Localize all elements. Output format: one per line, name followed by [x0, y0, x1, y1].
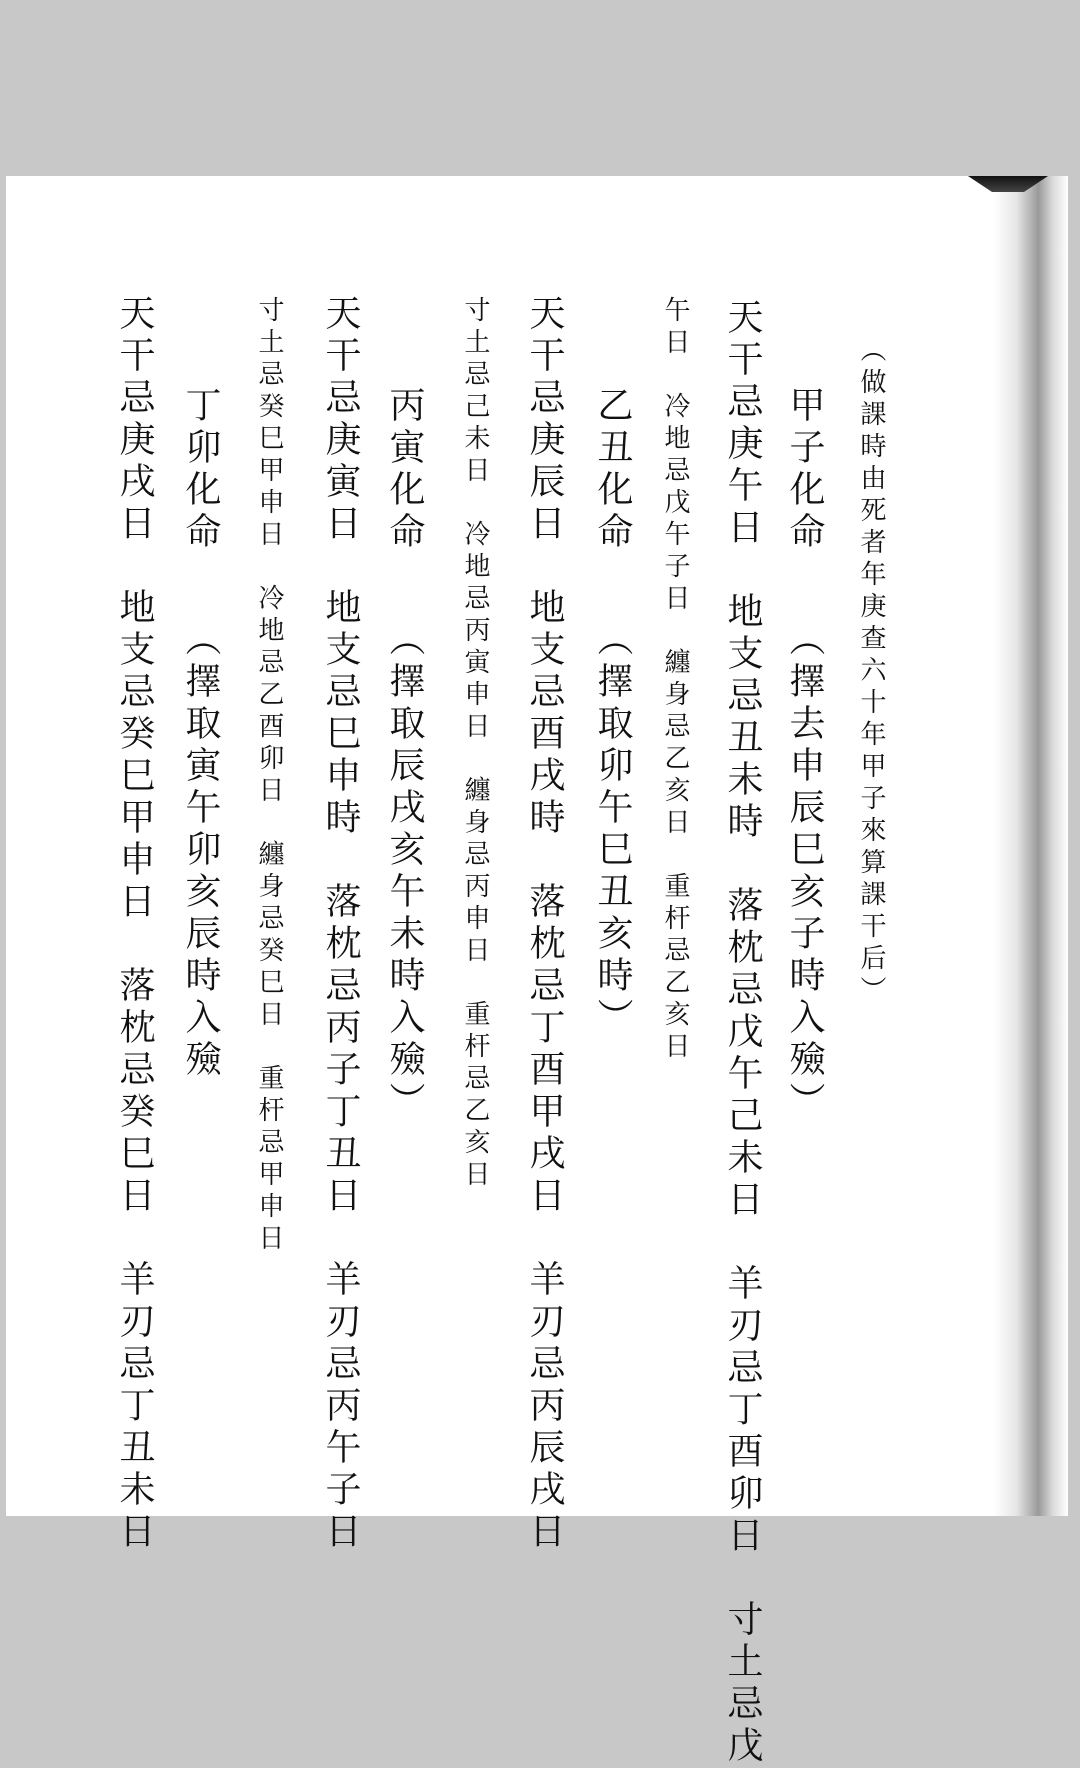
intro-note-column: （做課時由死者年庚查六十年甲子來算課干后）	[856, 336, 886, 1008]
jiazi-heading-column: 甲子化命 （擇去申辰巳亥子時入殮）	[784, 386, 825, 1124]
dingmao-heading-column: 丁卯化命 （擇取寅午卯亥辰時入殮	[180, 386, 221, 1082]
yichou-rule-column-2: 寸土忌己未日 冷地忌丙寅申日 纏身忌丙申日 重杆忌乙亥日	[460, 296, 490, 1192]
book-spine-shadow	[994, 176, 1068, 1516]
jiazi-rule-column-1: 天干忌庚午日 地支忌丑未時 落枕忌戊午己未日 羊刃忌丁酉卯日 寸土忌戊	[722, 298, 763, 1768]
bingyin-rule-column-1: 天干忌庚寅日 地支忌巳申時 落枕忌丙子丁丑日 羊刃忌丙午子日	[320, 294, 361, 1554]
yichou-rule-column-1: 天干忌庚辰日 地支忌酉戌時 落枕忌丁酉甲戌日 羊刃忌丙辰戌日	[524, 294, 565, 1554]
dingmao-rule-column-1: 天干忌庚戌日 地支忌癸巳甲申日 落枕忌癸巳日 羊刃忌丁丑未日	[114, 294, 155, 1554]
bingyin-heading-column: 丙寅化命 （擇取辰戌亥午未時入殮）	[384, 386, 425, 1124]
jiazi-rule-column-2: 午日 冷地忌戊午子日 纏身忌乙亥日 重杆忌乙亥日	[660, 296, 690, 1064]
yichou-heading-column: 乙丑化命 （擇取卯午巳丑亥時）	[592, 386, 633, 1040]
manuscript-page	[6, 176, 1068, 1768]
bingyin-rule-column-2: 寸土忌癸巳甲申日 冷地忌乙酉卯日 纏身忌癸巳日 重杆忌甲申日	[254, 296, 284, 1256]
